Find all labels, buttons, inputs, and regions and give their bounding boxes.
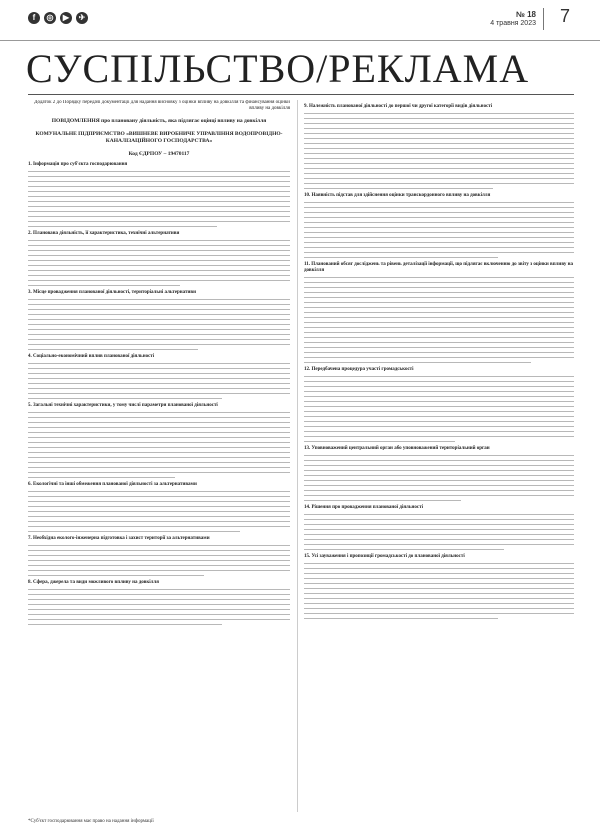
text-line [304, 287, 574, 288]
section-heading: 6. Екологічні та інші обмеження планованої діяльності за альтернативами [28, 482, 197, 487]
text-line [304, 455, 574, 456]
text-line [304, 317, 574, 318]
text-line [304, 578, 574, 579]
issue-date: 4 травня 2023 [490, 20, 536, 27]
text-line [304, 188, 493, 189]
text-line [28, 171, 290, 172]
text-line [28, 619, 290, 620]
text-line [304, 138, 574, 139]
text-line [28, 324, 290, 325]
text-line [28, 432, 290, 433]
text-line [28, 314, 290, 315]
text-line [28, 373, 290, 374]
text-line [28, 560, 290, 561]
text-line [28, 393, 290, 394]
text-line [28, 255, 290, 256]
header-divider [543, 8, 544, 30]
text-line [304, 118, 574, 119]
text-line [304, 514, 574, 515]
text-line [28, 304, 290, 305]
text-line [304, 178, 574, 179]
text-line [304, 416, 574, 417]
text-line [304, 163, 574, 164]
text-line [304, 158, 574, 159]
text-line [28, 442, 290, 443]
right-body-text [304, 104, 574, 619]
text-line [28, 531, 240, 532]
text-line [304, 123, 574, 124]
text-line [28, 285, 180, 286]
text-line [304, 327, 574, 328]
text-line [304, 480, 574, 481]
telegram-icon[interactable]: ✈ [76, 12, 88, 24]
text-line [28, 575, 204, 576]
text-line [304, 148, 574, 149]
text-line [28, 201, 290, 202]
text-line [28, 299, 290, 300]
text-line [28, 472, 290, 473]
text-line [28, 452, 290, 453]
text-line [304, 411, 574, 412]
text-line [304, 583, 574, 584]
text-line [304, 242, 574, 243]
text-line [28, 216, 290, 217]
text-line [28, 349, 198, 350]
text-line [28, 191, 290, 192]
text-line [28, 206, 290, 207]
text-line [304, 406, 574, 407]
text-line [28, 226, 217, 227]
text-line [304, 485, 574, 486]
text-line [28, 363, 290, 364]
text-line [28, 594, 290, 595]
text-line [28, 240, 290, 241]
text-line [304, 232, 574, 233]
text-line [28, 496, 290, 497]
section-heading: 1. Інформація про суб'єкта господарювання [28, 162, 128, 167]
text-line [28, 383, 290, 384]
section-heading: 14. Рішення про провадження планованої діяльності [304, 505, 423, 510]
title-rule [28, 94, 574, 95]
text-line [28, 176, 290, 177]
text-line [28, 604, 290, 605]
text-line [28, 196, 290, 197]
text-line [304, 307, 574, 308]
page-header [0, 0, 600, 41]
text-line [28, 550, 290, 551]
text-line [304, 113, 574, 114]
text-line [28, 447, 290, 448]
text-line [28, 344, 290, 345]
text-line [28, 378, 290, 379]
text-line [304, 500, 461, 501]
text-line [304, 391, 574, 392]
text-line [304, 593, 574, 594]
text-line [304, 539, 574, 540]
text-line [304, 544, 574, 545]
issue-info [490, 10, 536, 28]
text-line [304, 529, 574, 530]
text-line [304, 133, 574, 134]
text-line [304, 347, 574, 348]
column-divider [297, 100, 298, 812]
text-line [28, 570, 290, 571]
text-line [304, 381, 574, 382]
text-line [28, 491, 290, 492]
text-line [304, 247, 574, 248]
text-line [28, 516, 290, 517]
text-line [304, 431, 574, 432]
text-line [28, 275, 290, 276]
page-number: 7 [559, 6, 570, 26]
text-line [304, 212, 574, 213]
text-line [28, 280, 290, 281]
section-heading: 8. Сфера, джерела та види можливого впливу на довкілля [28, 580, 159, 585]
text-line [28, 334, 290, 335]
text-line [28, 412, 290, 413]
text-line [304, 603, 574, 604]
text-line [304, 376, 574, 377]
text-line [28, 427, 290, 428]
company-name: КОМУНАЛЬНЕ ПІДПРИЄМСТВО «ВИШНЕВЕ ВИРОБНИЧЕ УПРАВЛІННЯ ВОДОПРОВІДНО-КАНАЛІЗАЦІЙНОГО ГОСПОДАРСТВА» [35, 131, 283, 144]
text-line [304, 618, 498, 619]
text-line [28, 609, 290, 610]
text-line [28, 521, 290, 522]
text-line [28, 417, 290, 418]
text-line [28, 526, 290, 527]
text-line [304, 563, 574, 564]
text-line [28, 181, 290, 182]
text-line [304, 302, 574, 303]
text-line [304, 352, 574, 353]
text-line [304, 490, 574, 491]
text-line [304, 426, 574, 427]
text-line [304, 495, 574, 496]
text-line [304, 613, 574, 614]
text-line [28, 329, 290, 330]
section-heading: 3. Місце провадження планованої діяльності, територіальні альтернативи [28, 290, 196, 295]
text-line [304, 207, 574, 208]
text-line [304, 519, 574, 520]
text-line [28, 388, 290, 389]
text-line [304, 441, 455, 442]
text-line [28, 245, 290, 246]
text-line [28, 589, 290, 590]
text-line [28, 511, 290, 512]
text-line [28, 501, 290, 502]
text-line [28, 422, 290, 423]
text-line [304, 322, 574, 323]
text-line [304, 312, 574, 313]
text-line [28, 186, 290, 187]
text-line [304, 128, 574, 129]
text-line [304, 297, 574, 298]
text-line [304, 524, 574, 525]
text-line [28, 462, 290, 463]
section-heading: 15. Усі зауваження і пропозиції громадськості до планованої діяльності [304, 554, 465, 559]
text-line [28, 260, 290, 261]
text-line [28, 477, 175, 478]
text-line [28, 265, 290, 266]
text-line [304, 222, 574, 223]
text-line [304, 332, 574, 333]
section-heading: 12. Передбачена процедура участі громадськості [304, 367, 414, 372]
text-line [304, 337, 574, 338]
text-line [28, 250, 290, 251]
text-line [304, 386, 574, 387]
text-line [304, 460, 574, 461]
text-line [28, 398, 222, 399]
text-line [304, 257, 498, 258]
text-line [28, 506, 290, 507]
text-line [304, 357, 574, 358]
right-column [304, 100, 574, 812]
section-heading: 11. Планований обсяг досліджень та рівень деталізації інформації, що підлягає включенню до звіту з оцінки впливу на довкілля [304, 262, 573, 273]
text-line [304, 436, 574, 437]
footnote: *Суб'єкт господарювання має право на надання інформації [28, 819, 154, 824]
announcement-title: ПОВІДОМЛЕННЯ про плановану діяльність, яка підлягає оцінці впливу на довкілля [51, 118, 267, 124]
text-line [304, 608, 574, 609]
instagram-icon[interactable]: ◎ [44, 12, 56, 24]
text-line [304, 153, 574, 154]
section-title: СУСПІЛЬСТВО/РЕКЛАМА [26, 46, 530, 91]
text-line [28, 467, 290, 468]
section-heading: 13. Уповноважений центральний орган або уповноважений територіальний орган [304, 446, 490, 451]
text-line [304, 534, 574, 535]
text-line [304, 282, 574, 283]
text-line [304, 277, 574, 278]
text-line [304, 573, 574, 574]
text-line [304, 342, 574, 343]
section-heading: 10. Наявність підстав для здійснення оцінки транскордонного впливу на довкілля [304, 193, 491, 198]
text-line [304, 598, 574, 599]
social-icons [28, 12, 88, 24]
text-line [304, 252, 574, 253]
text-line [304, 475, 574, 476]
text-line [304, 549, 504, 550]
text-line [304, 227, 574, 228]
section-heading: 9. Належність планованої діяльності до першої чи другої категорії видів діяльності [304, 104, 493, 109]
text-line [304, 217, 574, 218]
company-code: Код ЄДРПОУ – 19470117 [128, 151, 190, 157]
text-line [304, 470, 574, 471]
text-line [304, 362, 531, 363]
issue-number: № 18 [515, 10, 536, 19]
section-heading: 2. Планована діяльність, її характеристика, технічні альтернативи [28, 231, 180, 236]
text-line [304, 143, 574, 144]
text-line [304, 401, 574, 402]
text-line [28, 319, 290, 320]
text-line [28, 368, 290, 369]
text-line [28, 599, 290, 600]
text-line [304, 465, 574, 466]
text-line [28, 614, 290, 615]
text-line [304, 202, 574, 203]
section-heading: 5. Загальні технічні характеристики, у тому числі параметри планованої діяльності [28, 403, 218, 408]
text-line [304, 292, 574, 293]
text-line [304, 168, 574, 169]
section-heading: 7. Необхідна еколого-інженерна підготовка і захист території за альтернативами [28, 536, 210, 541]
text-line [28, 624, 222, 625]
text-line [304, 588, 574, 589]
text-line [28, 457, 290, 458]
appendix-notice: Додаток 2 до Порядку передачі документації для надання висновку з оцінки впливу на довкілля та фінансування оцінки впливу на довкілля [34, 100, 290, 111]
text-line [28, 437, 290, 438]
text-line [28, 339, 290, 340]
text-line [304, 568, 574, 569]
text-line [28, 309, 290, 310]
text-line [28, 221, 290, 222]
text-line [28, 555, 290, 556]
youtube-icon[interactable]: ▶ [60, 12, 72, 24]
text-line [304, 396, 574, 397]
text-line [304, 237, 574, 238]
text-line [28, 565, 290, 566]
text-line [304, 173, 574, 174]
left-column [28, 100, 290, 812]
text-line [28, 211, 290, 212]
text-line [304, 421, 574, 422]
text-line [304, 183, 574, 184]
left-body-text [28, 162, 290, 625]
section-heading: 4. Соціально-економічний вплив планованої діяльності [28, 354, 155, 359]
text-line [28, 270, 290, 271]
facebook-icon[interactable]: f [28, 12, 40, 24]
text-line [28, 545, 290, 546]
